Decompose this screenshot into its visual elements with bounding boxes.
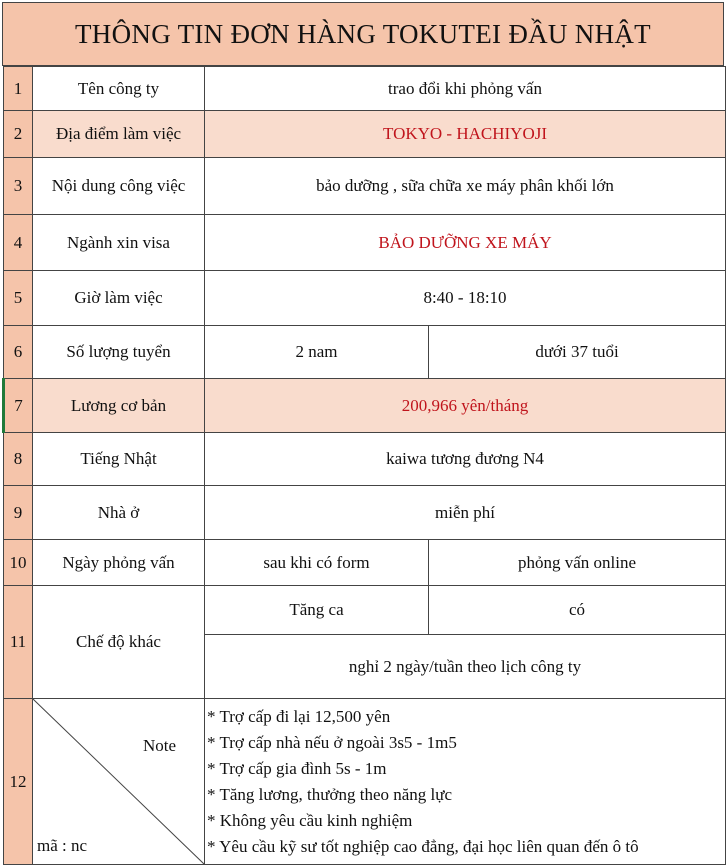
row-value[interactable]: trao đổi khi phỏng vấn bbox=[205, 67, 726, 111]
table-row bbox=[4, 433, 726, 486]
code-label: mã : nc bbox=[37, 836, 88, 855]
note-label: Note bbox=[142, 736, 176, 755]
table-row bbox=[4, 379, 726, 433]
table-row bbox=[4, 215, 726, 271]
row-value[interactable]: 8:40 - 18:10 bbox=[205, 271, 726, 326]
row-value[interactable]: kaiwa tương đương N4 bbox=[205, 433, 726, 486]
table-row bbox=[4, 540, 726, 586]
row-value[interactable]: BẢO DƯỠNG XE MÁY bbox=[205, 215, 726, 271]
row-label[interactable]: Địa điểm làm việc bbox=[33, 111, 205, 158]
row-number[interactable]: 10 bbox=[4, 540, 33, 586]
order-info-table bbox=[2, 66, 726, 865]
list-item: * Trợ cấp nhà nếu ở ngoài 3s5 - 1m5 bbox=[207, 733, 457, 752]
row-number[interactable]: 2 bbox=[4, 111, 33, 158]
row-number[interactable]: 3 bbox=[4, 158, 33, 215]
table-row bbox=[4, 158, 726, 215]
row-value-extra[interactable]: nghỉ 2 ngày/tuần theo lịch công ty bbox=[205, 635, 726, 699]
note-list[interactable] bbox=[205, 699, 726, 865]
row-value[interactable]: Tăng ca bbox=[205, 586, 429, 635]
table-row bbox=[4, 326, 726, 379]
list-item: * Trợ cấp gia đình 5s - 1m bbox=[207, 759, 387, 778]
table-row bbox=[4, 486, 726, 540]
row-value-secondary[interactable]: dưới 37 tuổi bbox=[429, 326, 726, 379]
row-value[interactable]: TOKYO - HACHIYOJI bbox=[205, 111, 726, 158]
row-label[interactable]: Nhà ở bbox=[33, 486, 205, 540]
row-number[interactable]: 9 bbox=[4, 486, 33, 540]
row-label[interactable]: Số lượng tuyển bbox=[33, 326, 205, 379]
table-row-note bbox=[4, 699, 726, 865]
list-item: * Không yêu cầu kinh nghiệm bbox=[207, 811, 413, 830]
row-value-secondary[interactable]: có bbox=[429, 586, 726, 635]
table-row bbox=[4, 586, 726, 635]
row-label[interactable]: Giờ làm việc bbox=[33, 271, 205, 326]
row-value[interactable]: miễn phí bbox=[205, 486, 726, 540]
row-number[interactable]: 5 bbox=[4, 271, 33, 326]
row-label[interactable]: Tiếng Nhật bbox=[33, 433, 205, 486]
list-item: * Trợ cấp đi lại 12,500 yên bbox=[207, 707, 391, 726]
row-label[interactable]: Chế độ khác bbox=[33, 586, 205, 699]
row-label[interactable]: Ngành xin visa bbox=[33, 215, 205, 271]
note-header-cell[interactable] bbox=[33, 699, 205, 865]
row-value[interactable]: bảo dưỡng , sữa chữa xe máy phân khối lớn bbox=[205, 158, 726, 215]
table-row bbox=[4, 67, 726, 111]
list-item: * Tăng lương, thưởng theo năng lực bbox=[207, 785, 453, 804]
list-item: * Yêu cầu kỹ sư tốt nghiệp cao đẳng, đại học liên quan đến ô tô bbox=[207, 837, 639, 856]
row-label[interactable]: Nội dung công việc bbox=[33, 158, 205, 215]
row-number[interactable]: 8 bbox=[4, 433, 33, 486]
row-value[interactable]: 2 nam bbox=[205, 326, 429, 379]
sheet-title: THÔNG TIN ĐƠN HÀNG TOKUTEI ĐẦU NHẬT bbox=[2, 2, 724, 66]
row-number[interactable]: 12 bbox=[4, 699, 33, 865]
row-label[interactable]: Lương cơ bản bbox=[33, 379, 205, 433]
table-row bbox=[4, 271, 726, 326]
row-label[interactable]: Ngày phỏng vấn bbox=[33, 540, 205, 586]
row-value-secondary[interactable]: phỏng vấn online bbox=[429, 540, 726, 586]
row-number[interactable]: 6 bbox=[4, 326, 33, 379]
row-number[interactable]: 7 bbox=[4, 379, 33, 433]
table-row bbox=[4, 111, 726, 158]
row-number[interactable]: 11 bbox=[4, 586, 33, 699]
row-number[interactable]: 1 bbox=[4, 67, 33, 111]
row-label[interactable]: Tên công ty bbox=[33, 67, 205, 111]
row-value[interactable]: 200,966 yên/tháng bbox=[205, 379, 726, 433]
row-number[interactable]: 4 bbox=[4, 215, 33, 271]
row-value[interactable]: sau khi có form bbox=[205, 540, 429, 586]
